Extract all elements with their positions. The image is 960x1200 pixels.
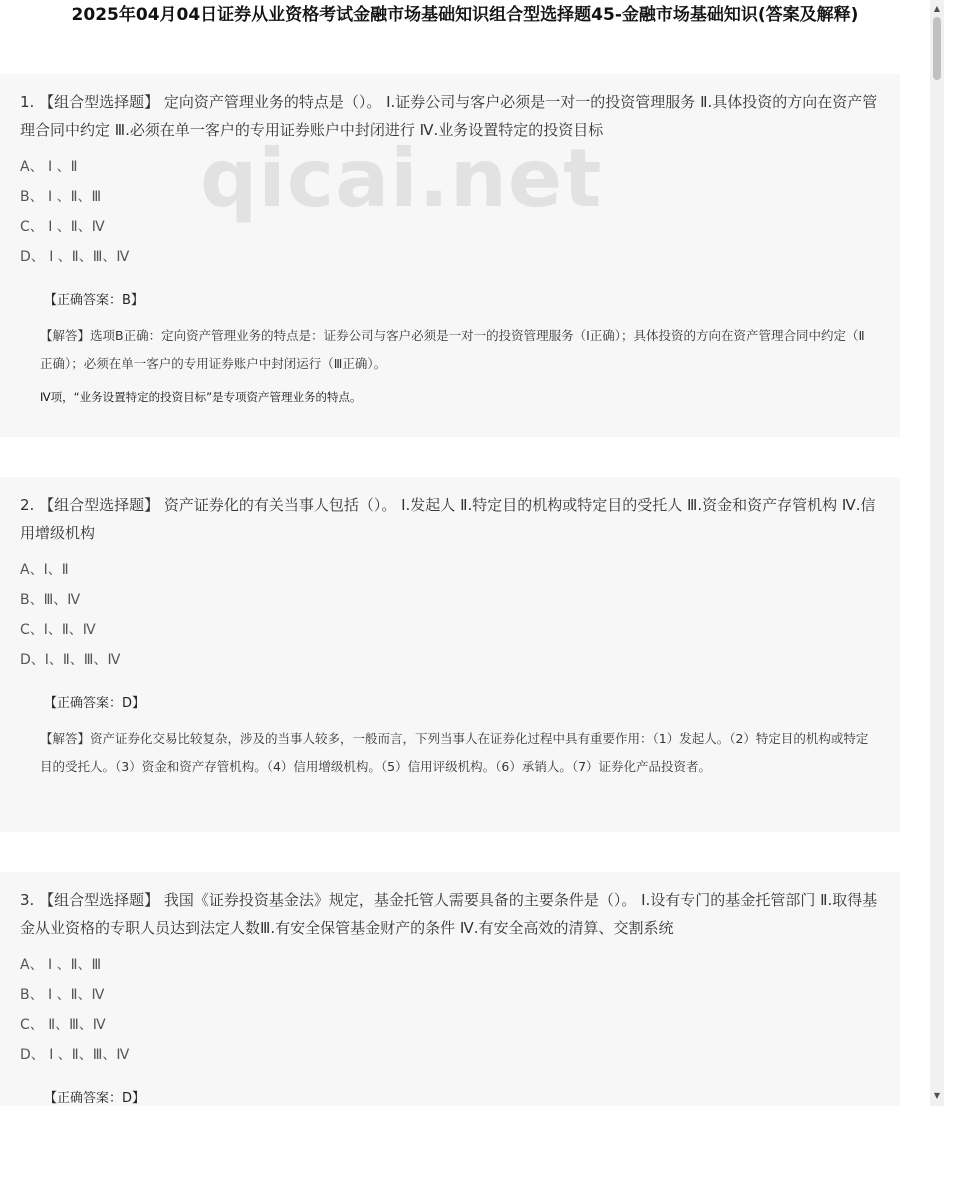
- correct-answer: 【正确答案：D】: [44, 696, 146, 711]
- scroll-up-arrow-icon[interactable]: ▲: [933, 4, 941, 13]
- option-d[interactable]: D、 Ⅰ 、Ⅱ、Ⅲ、Ⅳ: [20, 249, 130, 265]
- answer-explanation: 【解答】选项B正确：定向资产管理业务的特点是：证券公司与客户必须是一对一的投资管理服务（Ⅰ正确）；具体投资的方向在资产管理合同中约定（Ⅱ正确）；必须在单一客户的专用证券账户中封闭运行（Ⅲ正确）。: [40, 328, 865, 371]
- option-a[interactable]: A、 Ⅰ 、Ⅱ: [20, 159, 78, 175]
- page-title: 2025年04月04日证券从业资格考试金融市场基础知识组合型选择题45-金融市场基础知识(答案及解释): [71, 5, 859, 25]
- options-list: [0, 152, 900, 272]
- option-c[interactable]: C、 Ⅰ 、Ⅱ、Ⅳ: [20, 219, 105, 235]
- answer-explanation: 【解答】资产证券化交易比较复杂，涉及的当事人较多，一般而言，下列当事人在证券化过程中具有重要作用：（1）发起人。（2）特定目的机构或特定目的受托人。（3）资金和资产存管机构。（4）信用增级机构。（5）信用评级机构。（6）承销人。（7）证券化产品投资者。: [40, 731, 869, 774]
- correct-answer: 【正确答案：D】: [44, 1091, 146, 1106]
- options-list: [0, 950, 900, 1070]
- option-c[interactable]: C、 Ⅱ、Ⅲ、Ⅳ: [20, 1017, 106, 1033]
- options-list: [0, 555, 900, 675]
- option-a[interactable]: A、 Ⅰ 、Ⅱ、Ⅲ: [20, 957, 102, 973]
- question-card-3: [0, 872, 900, 1106]
- question-card-1: [0, 74, 900, 437]
- scrollbar-thumb[interactable]: [933, 17, 941, 80]
- answer-explanation-note: Ⅳ项，“业务设置特定的投资目标”是专项资产管理业务的特点。: [40, 390, 362, 404]
- question-stem: 2. 【组合型选择题】 资产证券化的有关当事人包括（）。 Ⅰ.发起人 Ⅱ.特定目的机构或特定目的受托人 Ⅲ.资金和资产存管机构 Ⅳ.信用增级机构: [20, 496, 876, 542]
- option-d[interactable]: D、 Ⅰ 、Ⅱ、Ⅲ、Ⅳ: [20, 1047, 130, 1063]
- question-stem: 1. 【组合型选择题】 定向资产管理业务的特点是（）。 Ⅰ.证券公司与客户必须是一对一的投资管理服务 Ⅱ.具体投资的方向在资产管理合同中约定 Ⅲ.必须在单一客户的专用证券账户中封闭进行 Ⅳ.业务设置特定的投资目标: [20, 93, 878, 139]
- option-c[interactable]: C、Ⅰ、Ⅱ、Ⅳ: [20, 622, 96, 638]
- option-b[interactable]: B、 Ⅰ 、Ⅱ、Ⅲ: [20, 189, 102, 205]
- option-b[interactable]: B、 Ⅰ 、Ⅱ、Ⅳ: [20, 987, 105, 1003]
- option-d[interactable]: D、Ⅰ、Ⅱ、Ⅲ、Ⅳ: [20, 652, 121, 668]
- watermark: qicai.net: [200, 132, 603, 225]
- question-stem: 3. 【组合型选择题】 我国《证券投资基金法》规定，基金托管人需要具备的主要条件是（）。 Ⅰ.设有专门的基金托管部门 Ⅱ.取得基金从业资格的专职人员达到法定人数Ⅲ.有安全保管基金财产的条件 Ⅳ.有安全高效的清算、交割系统: [20, 891, 878, 937]
- option-a[interactable]: A、Ⅰ、Ⅱ: [20, 562, 69, 578]
- option-b[interactable]: B、Ⅲ、Ⅳ: [20, 592, 81, 608]
- vertical-scrollbar[interactable]: [930, 0, 944, 1106]
- question-card-2: [0, 477, 900, 832]
- scroll-down-arrow-icon[interactable]: ▼: [933, 1091, 941, 1100]
- correct-answer: 【正确答案：B】: [44, 293, 144, 308]
